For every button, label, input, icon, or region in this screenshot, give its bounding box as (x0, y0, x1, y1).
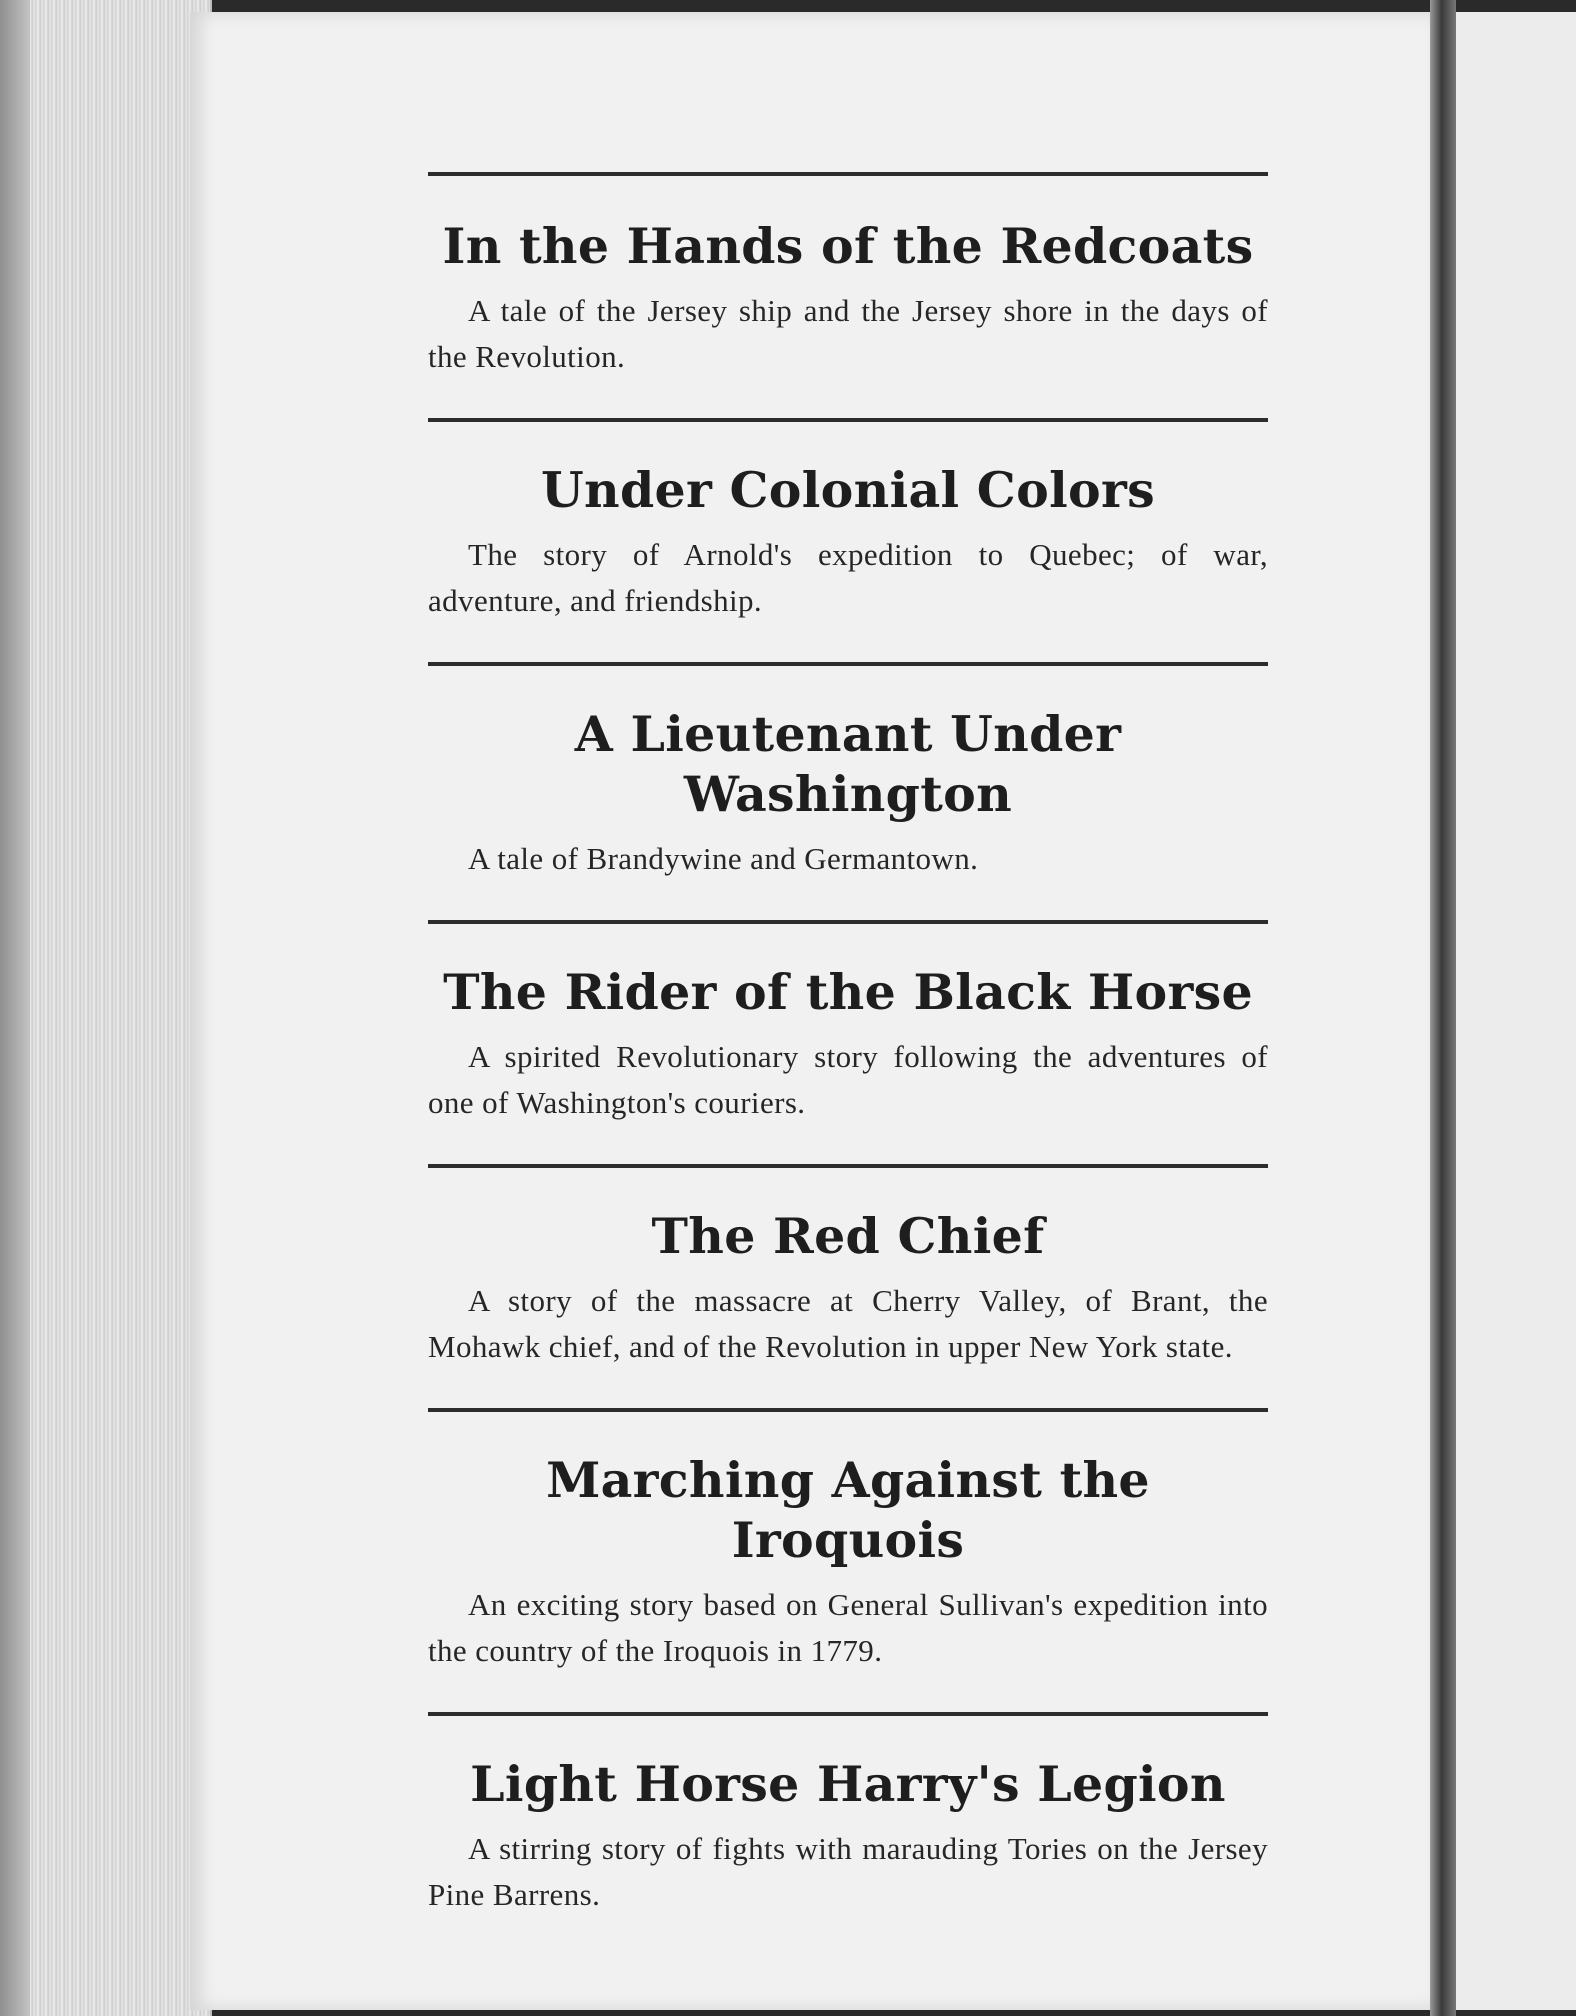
book-title: Under Colonial Colors (541, 461, 1155, 519)
book-entry (428, 422, 1268, 662)
book-title: A Lieutenant Under Washington (574, 705, 1122, 823)
book-entry (428, 666, 1268, 920)
book-title: In the Hands of the Redcoats (442, 217, 1254, 275)
book-entry (428, 176, 1268, 418)
book-entry (428, 1168, 1268, 1408)
book-description: A story of the massacre at Cherry Valley, of Brant, the Mohawk chief, and of the Revolution in upper New York state. (428, 1283, 1268, 1364)
book-description: A tale of the Jersey ship and the Jersey shore in the days of the Revolution. (428, 293, 1268, 374)
book-spine (1430, 0, 1456, 2016)
book-description: The story of Arnold's expedition to Quebec; of war, adventure, and friendship. (428, 537, 1268, 618)
book-description: An exciting story based on General Sullivan's expedition into the country of the Iroquois in 1779. (428, 1587, 1268, 1668)
book-description: A tale of Brandywine and Germantown. (468, 841, 979, 876)
book-title: The Red Chief (651, 1207, 1045, 1265)
book-entry (428, 1716, 1268, 1956)
book-title: Light Horse Harry's Legion (470, 1755, 1226, 1813)
book-description: A spirited Revolutionary story following the adventures of one of Washington's couriers. (428, 1039, 1268, 1120)
book-page-edges (0, 0, 212, 2016)
book-list (428, 172, 1268, 1956)
facing-page (1456, 12, 1576, 2010)
book-description: A stirring story of fights with marauding Tories on the Jersey Pine Barrens. (428, 1831, 1268, 1912)
book-entry (428, 1412, 1268, 1712)
book-title: The Rider of the Black Horse (443, 963, 1253, 1021)
book-entry (428, 924, 1268, 1164)
book-title: Marching Against the Iroquois (546, 1451, 1150, 1569)
